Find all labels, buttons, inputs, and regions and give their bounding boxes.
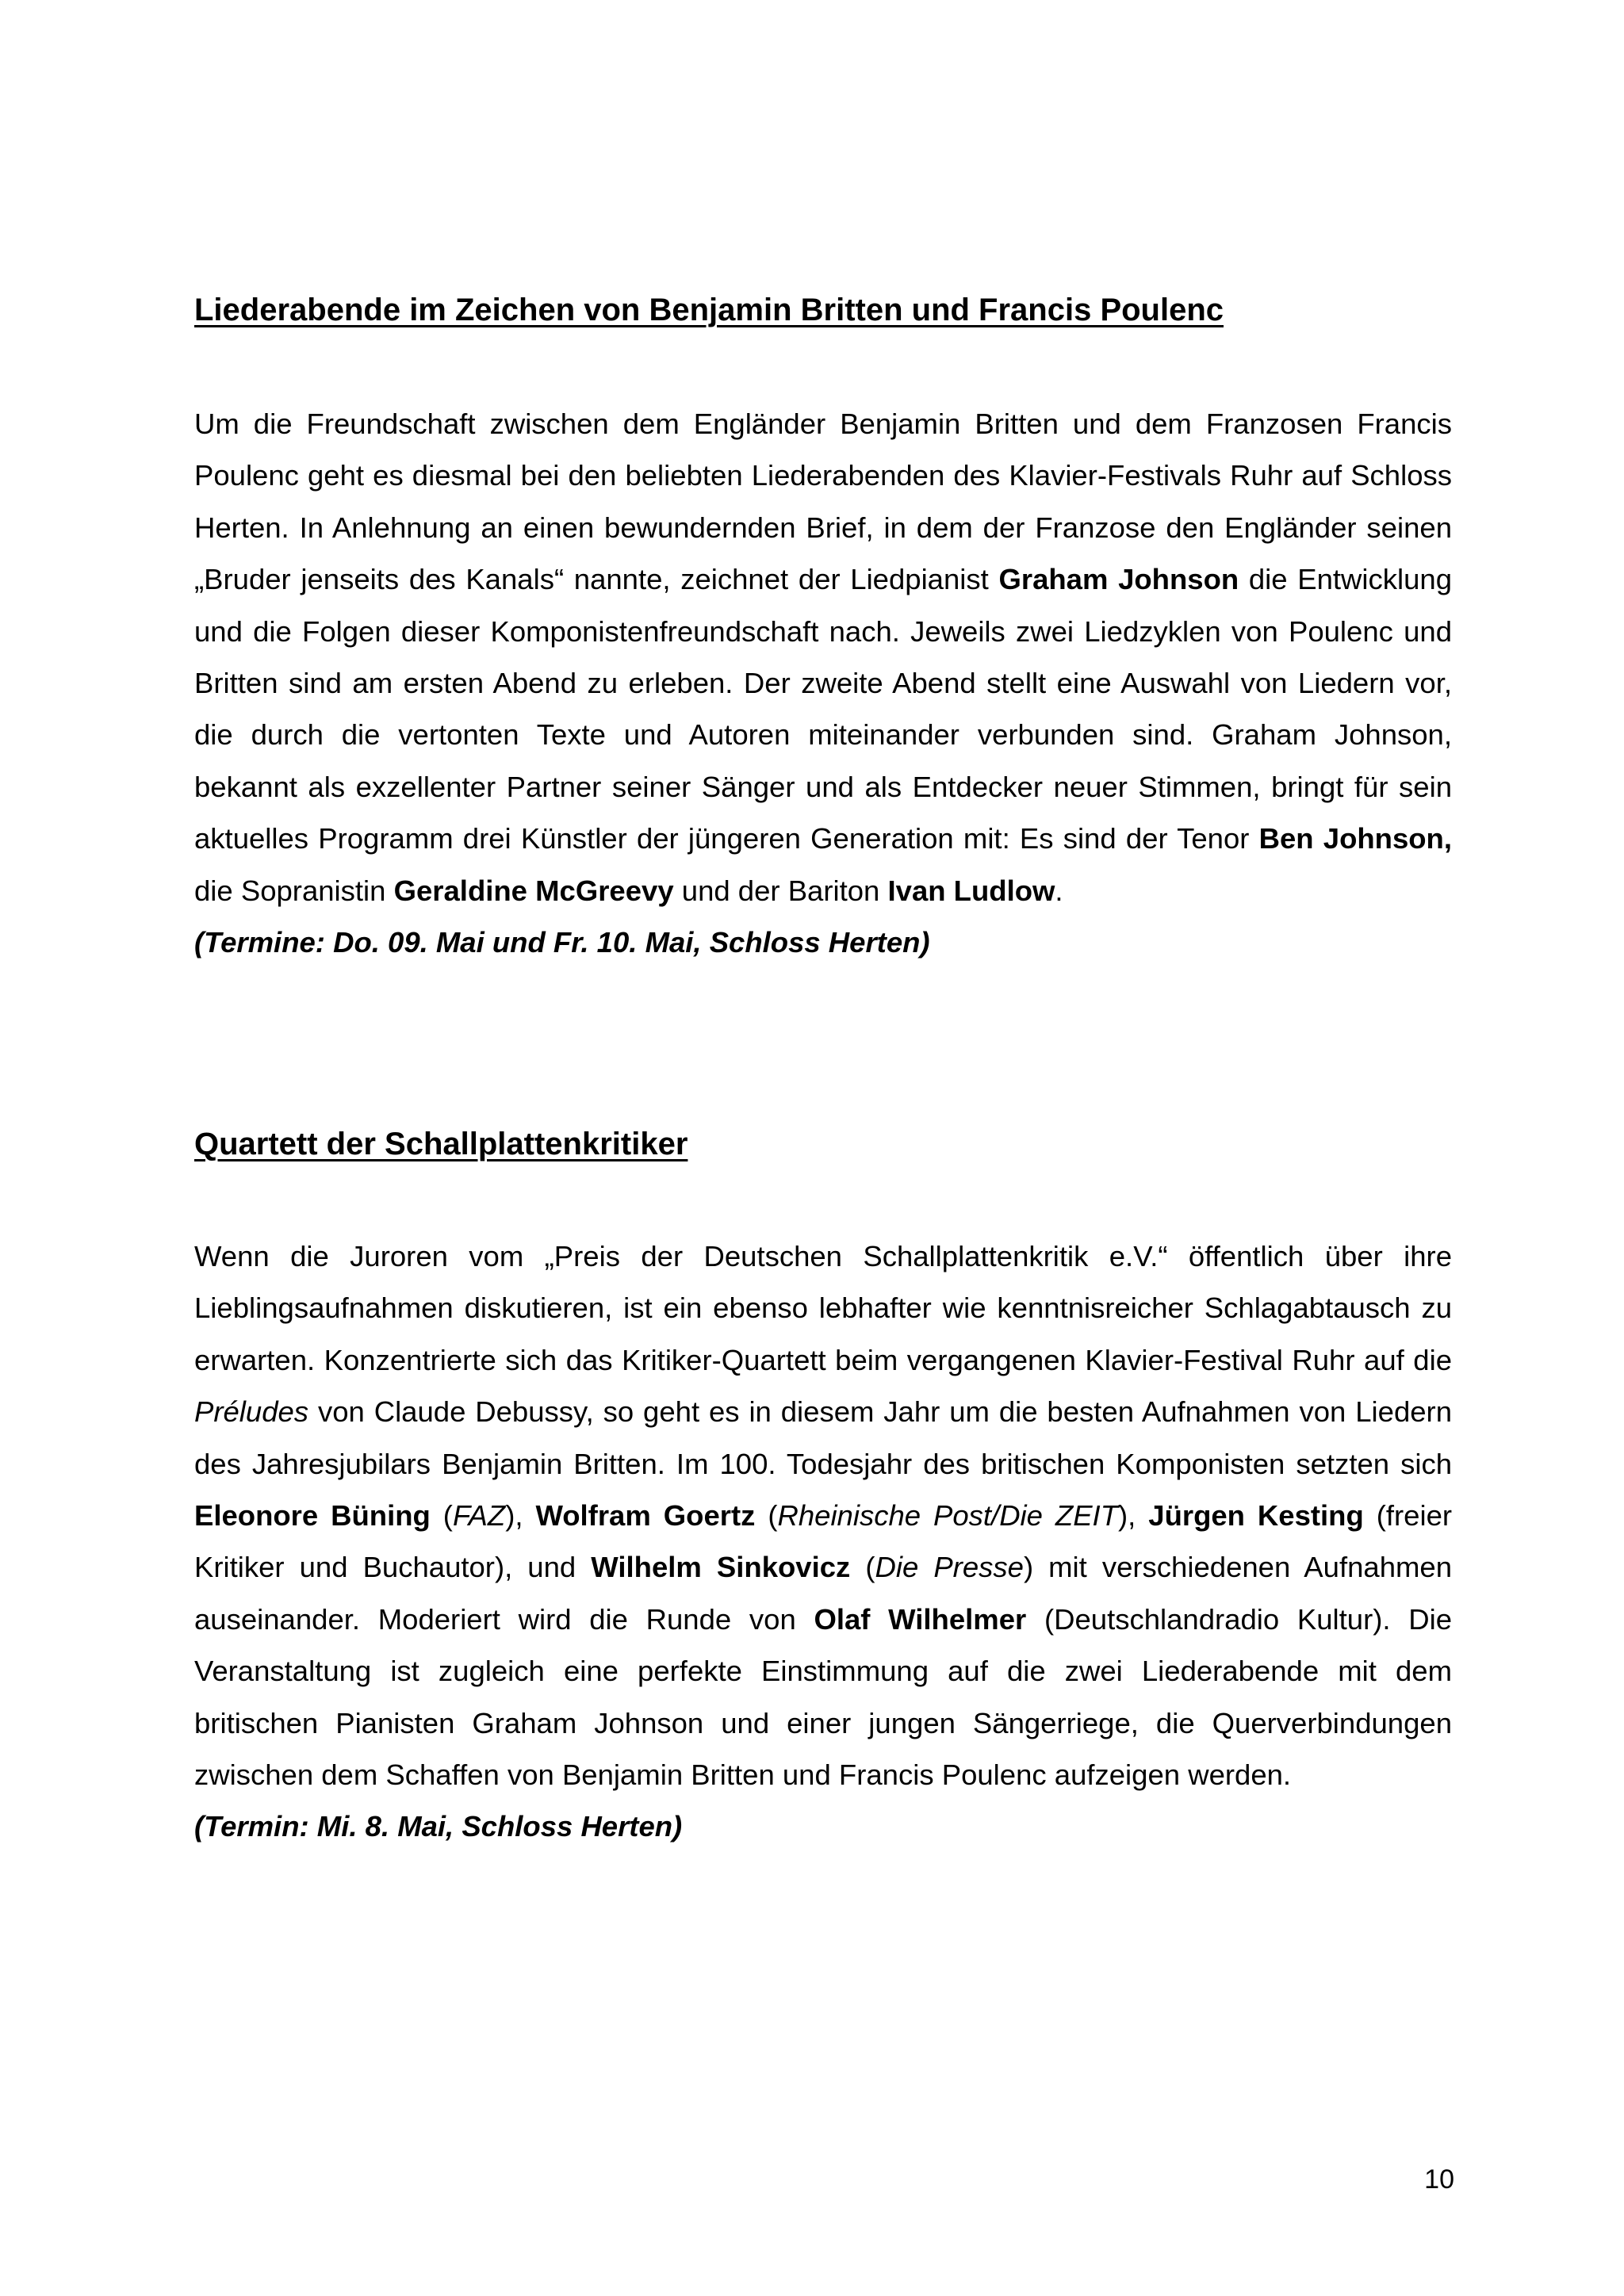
paragraph-text: die Sopranistin — [194, 874, 394, 907]
person-name-olaf-wilhelmer: Olaf Wilhelmer — [814, 1602, 1027, 1636]
paragraph-text: die Entwicklung und die Folgen dieser Komponistenfreundschaft nach. Jeweils zwei Liedzyklen von Poulenc und Britten sind am ersten Abend zu erleben. Der zweite Abend stellt eine Auswahl von Liedern vor, die durch die vertonten Texte und Autoren miteinander verbunden sind. Graham Johnson, bekannt als exzellenter Partner seiner Sänger und als Entdecker neuer Stimmen, bringt für sein aktuelles Programm drei Künstler der jüngeren Generation mit: Es sind der Tenor — [194, 563, 1452, 855]
person-name-juergen-kesting: Jürgen Kesting — [1148, 1499, 1364, 1533]
paragraph-text: und der Bariton — [673, 874, 888, 907]
person-name-ben-johnson: Ben Johnson, — [1258, 822, 1452, 855]
paragraph-text: ) mit verschiedenen Aufnahmen auseinander. Moderiert wird die Runde von — [194, 1551, 1452, 1636]
section-liederabende — [194, 285, 1452, 968]
person-name-wolfram-goertz: Wolfram Goertz — [535, 1499, 756, 1533]
paragraph-text: ( — [755, 1499, 778, 1533]
section-heading: Liederabende im Zeichen von Benjamin Britten und Francis Poulenc — [194, 293, 1224, 327]
paragraph-text: ( — [850, 1551, 875, 1584]
work-title-preludes: Préludes — [194, 1395, 309, 1429]
person-name-graham-johnson: Graham Johnson — [998, 563, 1239, 596]
page-number: 10 — [1424, 2164, 1454, 2195]
paragraph-text: von Claude Debussy, so geht es in diesem Jahr um die besten Aufnahmen von Liedern des Jahresjubilars Benjamin Britten. Im 100. Todesjahr des britischen Komponisten setzten sich — [194, 1395, 1452, 1480]
publication-die-presse: Die Presse — [875, 1551, 1024, 1584]
paragraph-text: (Deutschlandradio Kultur). Die Veranstaltung ist zugleich eine perfekte Einstimmung auf die zwei Liederabende mit dem britischen Pianisten Graham Johnson und einer jungen Sängerriege, die Querverbindungen zwischen dem Schaffen von Benjamin Britten und Francis Poulenc aufzeigen werden. — [194, 1602, 1452, 1792]
section-paragraph — [194, 1230, 1452, 1800]
publication-rheinische-post: Rheinische Post/Die ZEIT — [777, 1499, 1118, 1533]
section-heading: Quartett der Schallplattenkritiker — [194, 1127, 688, 1161]
paragraph-text: Um die Freundschaft zwischen dem Engländer Benjamin Britten und dem Franzosen Francis Poulenc geht es diesmal bei den beliebten Liederabenden des Klavier-Festivals Ruhr auf Schloss Herten. In Anlehnung an einen bewundernden Brief, in dem der Franzose den Engländer seinen „Bruder jenseits des Kanals“ nannte, zeichnet der Liedpianist — [194, 408, 1452, 596]
paragraph-text: ), — [505, 1499, 536, 1533]
person-name-geraldine-mcgreevy: Geraldine McGreevy — [393, 874, 674, 907]
person-name-eleonore-buening: Eleonore Büning — [194, 1499, 431, 1533]
person-name-ivan-ludlow: Ivan Ludlow — [887, 874, 1055, 907]
section-quartett — [194, 1119, 1452, 1853]
event-dates: (Termine: Do. 09. Mai und Fr. 10. Mai, Schloss Herten) — [194, 926, 930, 959]
paragraph-text: ( — [430, 1499, 453, 1533]
paragraph-text: (freier Kritiker und Buchautor), und — [194, 1499, 1453, 1584]
paragraph-text: . — [1055, 874, 1063, 907]
event-dates: (Termin: Mi. 8. Mai, Schloss Herten) — [194, 1810, 683, 1843]
paragraph-text: Wenn die Juroren vom „Preis der Deutschen Schallplattenkritik e.V.“ öffentlich über ihre Lieblingsaufnahmen diskutieren, ist ein ebenso lebhafter wie kenntnisreicher Schlagabtausch zu erwarten. Konzentrierte sich das Kritiker-Quartett beim vergangenen Klavier-Festival Ruhr auf die — [194, 1240, 1452, 1376]
person-name-wilhelm-sinkovicz: Wilhelm Sinkovicz — [591, 1551, 851, 1584]
section-paragraph — [194, 398, 1452, 916]
paragraph-text: ), — [1118, 1499, 1149, 1533]
publication-faz: FAZ — [452, 1499, 506, 1533]
